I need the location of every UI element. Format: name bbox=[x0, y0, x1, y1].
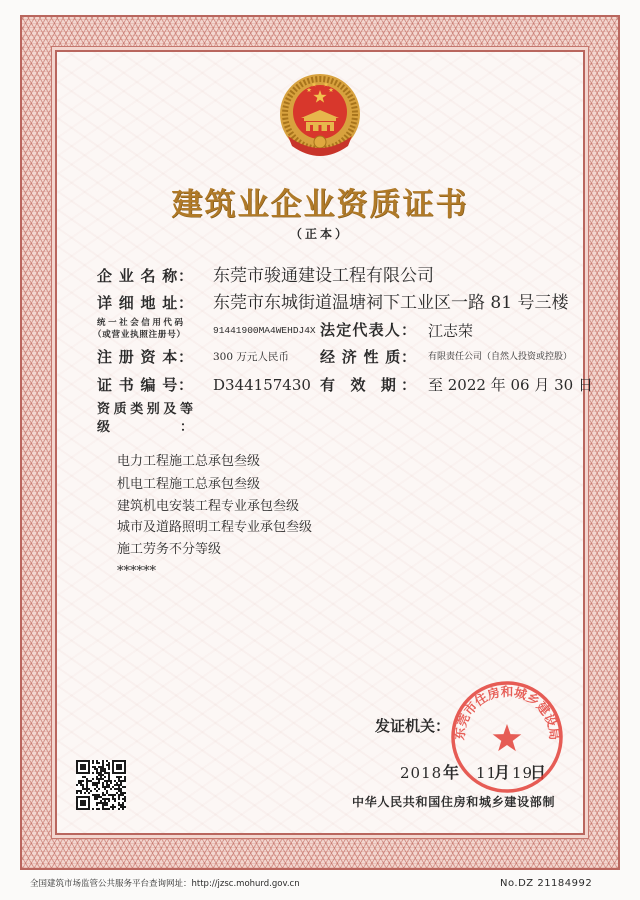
issue-date-month-char: 月 bbox=[494, 763, 511, 782]
address: 东莞市东城街道温塘祠下工业区一路 81 号三楼 bbox=[213, 293, 569, 313]
qualification-end-mark: ****** bbox=[117, 564, 156, 579]
issuer-label: 发证机关： bbox=[375, 717, 451, 735]
query-url-text: 全国建筑市场监管公共服务平台查询网址：http://jzsc.mohurd.gov.cn bbox=[30, 879, 300, 889]
issue-date-year: 2018 bbox=[400, 764, 443, 782]
qualification-item: 城市及道路照明工程专业承包叁级 bbox=[117, 520, 313, 535]
qualification-item: 机电工程施工总承包叁级 bbox=[117, 477, 261, 492]
issue-date-day-char: 日 bbox=[530, 763, 547, 782]
qualification-item: 电力工程施工总承包叁级 bbox=[117, 454, 261, 469]
certificate-no-label: 证 书 编 号： bbox=[97, 376, 193, 394]
economic-nature-label: 经 济 性 质： bbox=[320, 348, 416, 366]
issuing-ministry: 中华人民共和国住房和城乡建设部制 bbox=[352, 795, 556, 809]
economic-nature: 有限责任公司（自然人投资或控股） bbox=[428, 352, 573, 362]
certificate-no: D344157430 bbox=[213, 376, 311, 394]
company-name-label: 企 业 名 称： bbox=[97, 267, 193, 285]
validity-label: 有 效 期： bbox=[320, 376, 416, 394]
qr-code-icon bbox=[76, 760, 126, 810]
credit-code-label-line1: 统一社会信用代码 bbox=[97, 318, 183, 328]
legal-rep: 江志荣 bbox=[428, 322, 474, 340]
qualification-item: 建筑机电安装工程专业承包叁级 bbox=[117, 499, 300, 514]
address-label: 详 细 地 址： bbox=[97, 294, 193, 312]
credit-code-label-line2: （或营业执照注册号） bbox=[93, 330, 185, 340]
registered-capital-label: 注 册 资 本： bbox=[97, 348, 193, 366]
qualification-item: 施工劳务不分等级 bbox=[117, 542, 222, 557]
legal-rep-label: 法定代表人： bbox=[320, 321, 416, 339]
issue-date-month: 11 bbox=[476, 764, 498, 782]
national-emblem-icon bbox=[276, 72, 364, 160]
seal-text: 东莞市住房和城乡建设局 bbox=[451, 683, 563, 741]
qualifications-label: 资质类别及等级： bbox=[97, 402, 193, 435]
serial-number: No.DZ 21184992 bbox=[500, 878, 593, 889]
issue-date-day: 19 bbox=[512, 764, 534, 782]
registered-capital: 300 万元人民币 bbox=[213, 351, 289, 363]
certificate-subtitle: （正本） bbox=[289, 227, 350, 241]
company-name: 东莞市骏通建设工程有限公司 bbox=[213, 266, 434, 286]
certificate-title: 建筑业企业资质证书 bbox=[171, 187, 469, 223]
validity: 至 2022 年 06 月 30 日 bbox=[428, 376, 593, 394]
issue-date-year-char: 年 bbox=[443, 763, 460, 782]
official-seal-icon bbox=[447, 677, 567, 797]
qr-modules bbox=[76, 760, 126, 810]
credit-code: 91441900MA4WEHDJ4X bbox=[213, 325, 316, 336]
